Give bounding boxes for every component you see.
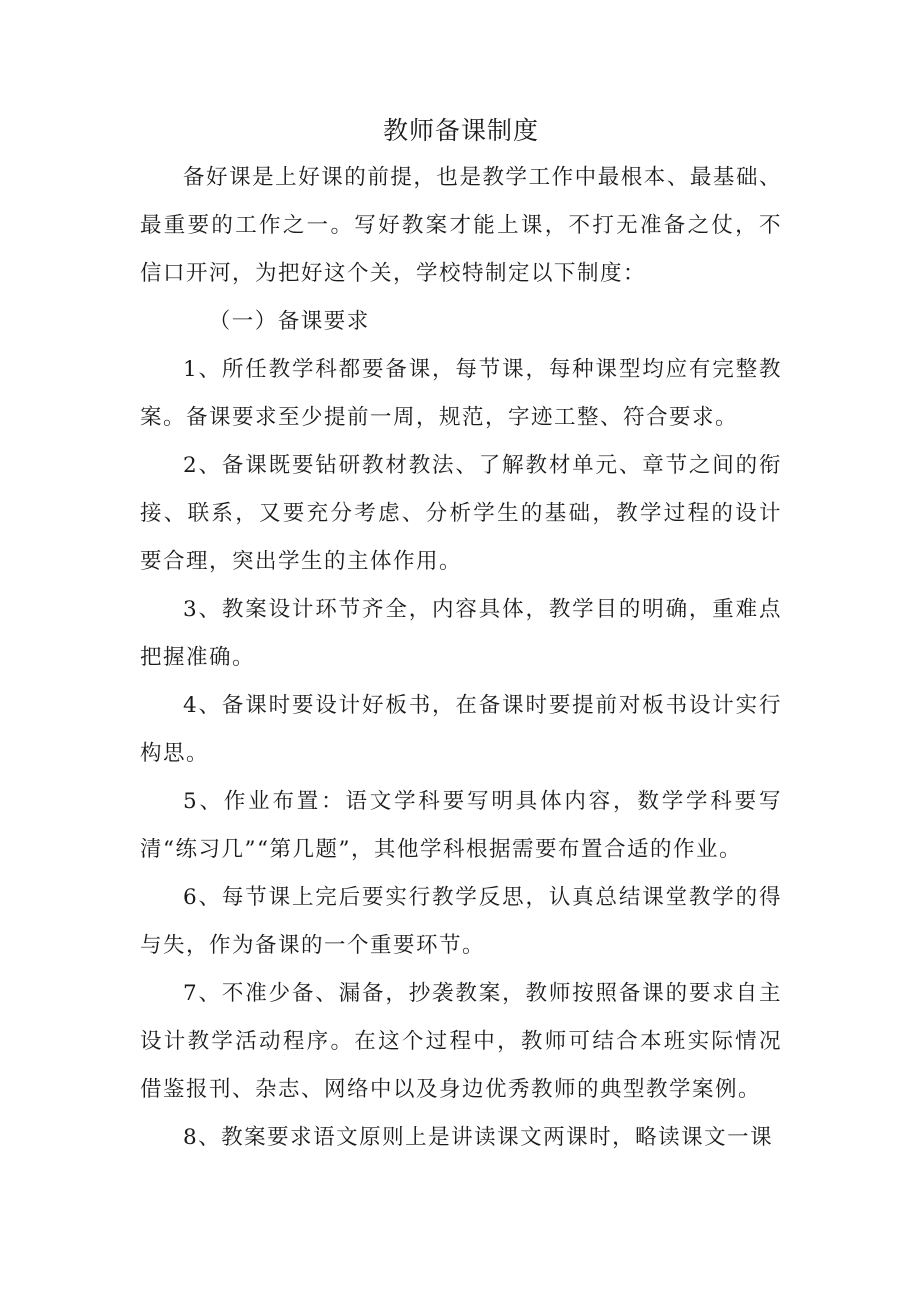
- list-item: 7、不准少备、漏备，抄袭教案，教师按照备课的要求自主设计教学活动程序。在这个过程中，教师可结合本班实际情况借鉴报刊、杂志、网络中以及身边优秀教师的典型教学案例。: [140, 981, 782, 1102]
- list-item: 3、教案设计环节齐全，内容具体，教学目的明确，重难点把握准确。: [140, 597, 782, 670]
- document-page: [140, 108, 782, 1162]
- list-item: 2、备课既要钻研教材教法、了解教材单元、章节之间的衔接、联系，又要充分考虑、分析学生的基础，教学过程的设计要合理，突出学生的主体作用。: [140, 453, 782, 574]
- intro-paragraph: 备好课是上好课的前提，也是教学工作中最根本、最基础、最重要的工作之一。写好教案才能上课，不打无准备之仗，不信口开河，为把好这个关，学校特制定以下制度：: [140, 165, 782, 286]
- document-title: 教师备课制度: [382, 116, 539, 145]
- list-item: 1、所任教学科都要备课，每节课，每种课型均应有完整教案。备课要求至少提前一周，规范，字迹工整、符合要求。: [140, 357, 782, 430]
- list-item: 5、作业布置：语文学科要写明具体内容，数学学科要写清“练习几”“第几题”，其他学科根据需要布置合适的作业。: [140, 789, 782, 862]
- list-item: 6、每节课上完后要实行教学反思，认真总结课堂教学的得与失，作为备课的一个重要环节。: [140, 885, 782, 958]
- list-item: 4、备课时要设计好板书，在备课时要提前对板书设计实行构思。: [140, 693, 782, 766]
- section-heading: （一）备课要求: [208, 309, 370, 334]
- list-item: 8、教案要求语文原则上是讲读课文两课时，略读课文一课: [183, 1125, 774, 1150]
